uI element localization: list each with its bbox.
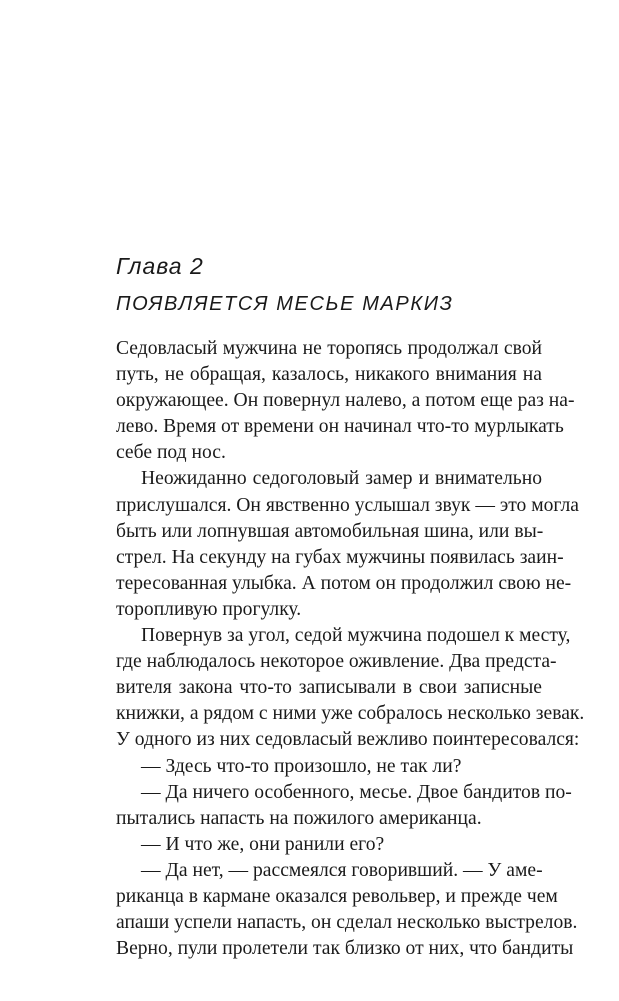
chapter-body xyxy=(116,336,585,962)
text-line: пытались напасть на пожилого американца. xyxy=(116,807,482,829)
text-line: — Да нет, — рассмеялся говоривший. — У аме- xyxy=(141,859,543,881)
text-line: У одного из них седовласый вежливо поинтересовался: xyxy=(116,729,580,751)
text-line: Верно, пули пролетели так близко от них, что бандиты xyxy=(116,938,574,960)
chapter-number: Глава 2 xyxy=(116,253,204,279)
text-line: торопливую прогулку. xyxy=(116,598,302,620)
text-line: стрел. На секунду на губах мужчины появилась заин- xyxy=(116,546,564,568)
text-line: Неожиданно седоголовый замер и внимательно xyxy=(141,468,542,490)
text-line: — Да ничего особенного, месье. Двое бандитов по- xyxy=(141,781,572,803)
text-line: вителя закона что-то записывали в свои записные xyxy=(116,677,542,699)
text-line: — Здесь что-то произошло, не так ли? xyxy=(141,755,462,777)
chapter-title: ПОЯВЛЯЕТСЯ МЕСЬЕ МАРКИЗ xyxy=(116,293,454,315)
text-line: быть или лопнувшая автомобильная шина, или вы- xyxy=(116,520,544,542)
text-line: Повернув за угол, седой мужчина подошел к месту, xyxy=(141,625,571,647)
text-line: книжки, а рядом с ними уже собралось несколько зевак. xyxy=(116,703,585,725)
text-line: Седовласый мужчина не торопясь продолжал свой xyxy=(116,338,542,359)
text-line: прислушался. Он явственно услышал звук — это могла xyxy=(116,494,579,516)
text-line: где наблюдалось некоторое оживление. Два предста- xyxy=(116,651,557,673)
text-line: — И что же, они ранили его? xyxy=(141,833,385,855)
text-line: тересованная улыбка. А потом он продолжил свою не- xyxy=(116,572,572,594)
text-line: окружающее. Он повернул налево, а потом еще раз на- xyxy=(116,390,575,412)
text-line: риканца в кармане оказался револьвер, и прежде чем xyxy=(116,885,558,907)
text-line: апаши успели напасть, он сделал несколько выстрелов. xyxy=(116,912,578,934)
text-line: путь, не обращая, казалось, никакого внимания на xyxy=(116,364,542,386)
text-line: себе под нос. xyxy=(116,442,226,464)
text-line: лево. Время от времени он начинал что-то мурлыкать xyxy=(116,416,564,438)
